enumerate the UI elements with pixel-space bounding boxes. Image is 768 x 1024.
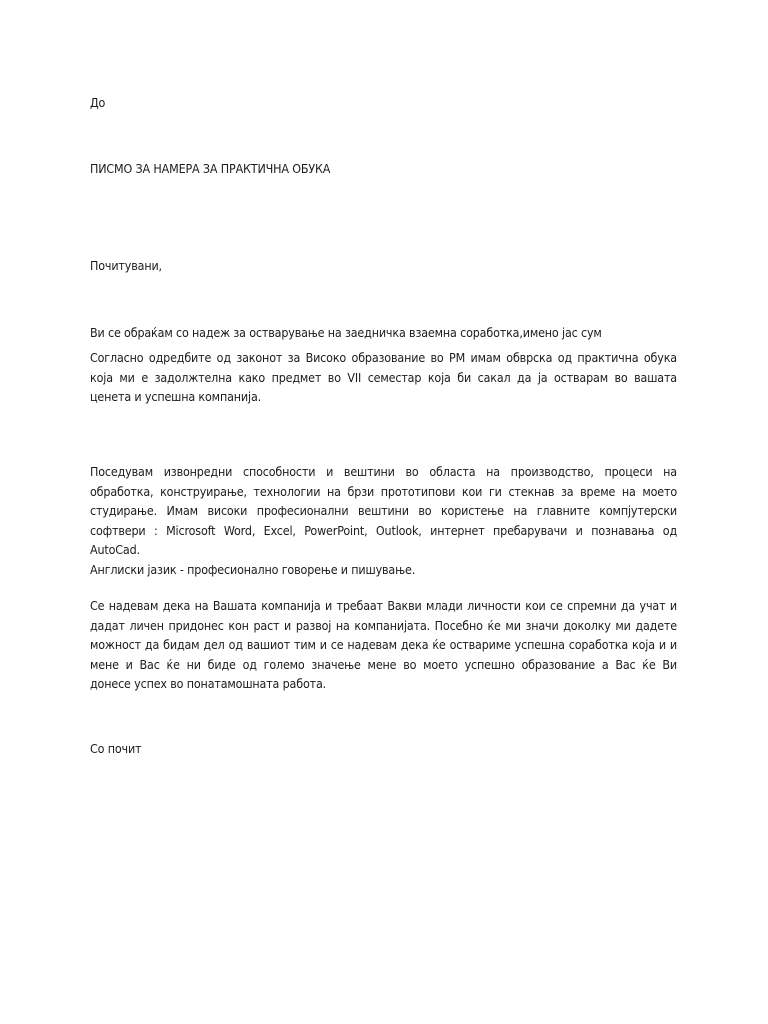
- paragraph-obligation: [90, 348, 677, 407]
- paragraph-line: донесе успех во понатамошната работа.: [90, 676, 327, 691]
- paragraph-line: Се надевам дека на Вашата компанија и требаат Вакви млади личности кои се спремни да учат и: [90, 598, 677, 613]
- greeting: Почитувани,: [90, 258, 162, 273]
- intro-sentence: Ви се обраќам со надеж за остварување на заедничка взаемна соработка,имено јас сум: [90, 325, 602, 340]
- paragraph-line: AutoCad.: [90, 542, 140, 557]
- paragraph-line: која ми е задолжтелна како предмет во VII семестар која би сакал да ја остварам во вашата: [90, 369, 677, 385]
- paragraph-line: софтвери : Microsoft Word, Excel, PowerPoint, Outlook, интернет пребарувачи и познавања од: [90, 522, 677, 538]
- closing: Со почит: [90, 741, 142, 756]
- paragraph-skills: [90, 462, 677, 579]
- paragraph-line: дадат личен придонес кон раст и развој на компанијата. Посебно ќе ми значи доколку ми дадете: [90, 617, 677, 633]
- paragraph-hope: [90, 596, 677, 694]
- letter-title: ПИСМО ЗА НАМЕРА ЗА ПРАКТИЧНА ОБУКА: [90, 161, 331, 176]
- paragraph-line: Поседувам извонредни способности и вештини во областа на производство, процеси на: [90, 464, 677, 479]
- recipient-line: До: [90, 95, 106, 110]
- paragraph-line: студирање. Имам високи професионални вештини во користење на главните компјутерски: [90, 503, 677, 518]
- paragraph-line: мене и Вас ќе ни биде од големо значење мене во моето успешно образование а Вас ќе Ви: [90, 656, 677, 672]
- paragraph-line: Англиски јазик - професионално говорење и пишување.: [90, 561, 416, 577]
- paragraph-line: ценета и успешна компанија.: [90, 389, 262, 404]
- paragraph-line: можност да бидам дел од вашиот тим и се надевам дека ќе оствариме успешна соработка која и и: [90, 637, 677, 652]
- paragraph-line: Согласно одредбите од законот за Високо образование во РМ имам обврска од практична обука: [90, 350, 677, 365]
- paragraph-line: обработка, конструирање, технологии на брзи прототипови кои ги стекнав за време на моето: [90, 483, 677, 499]
